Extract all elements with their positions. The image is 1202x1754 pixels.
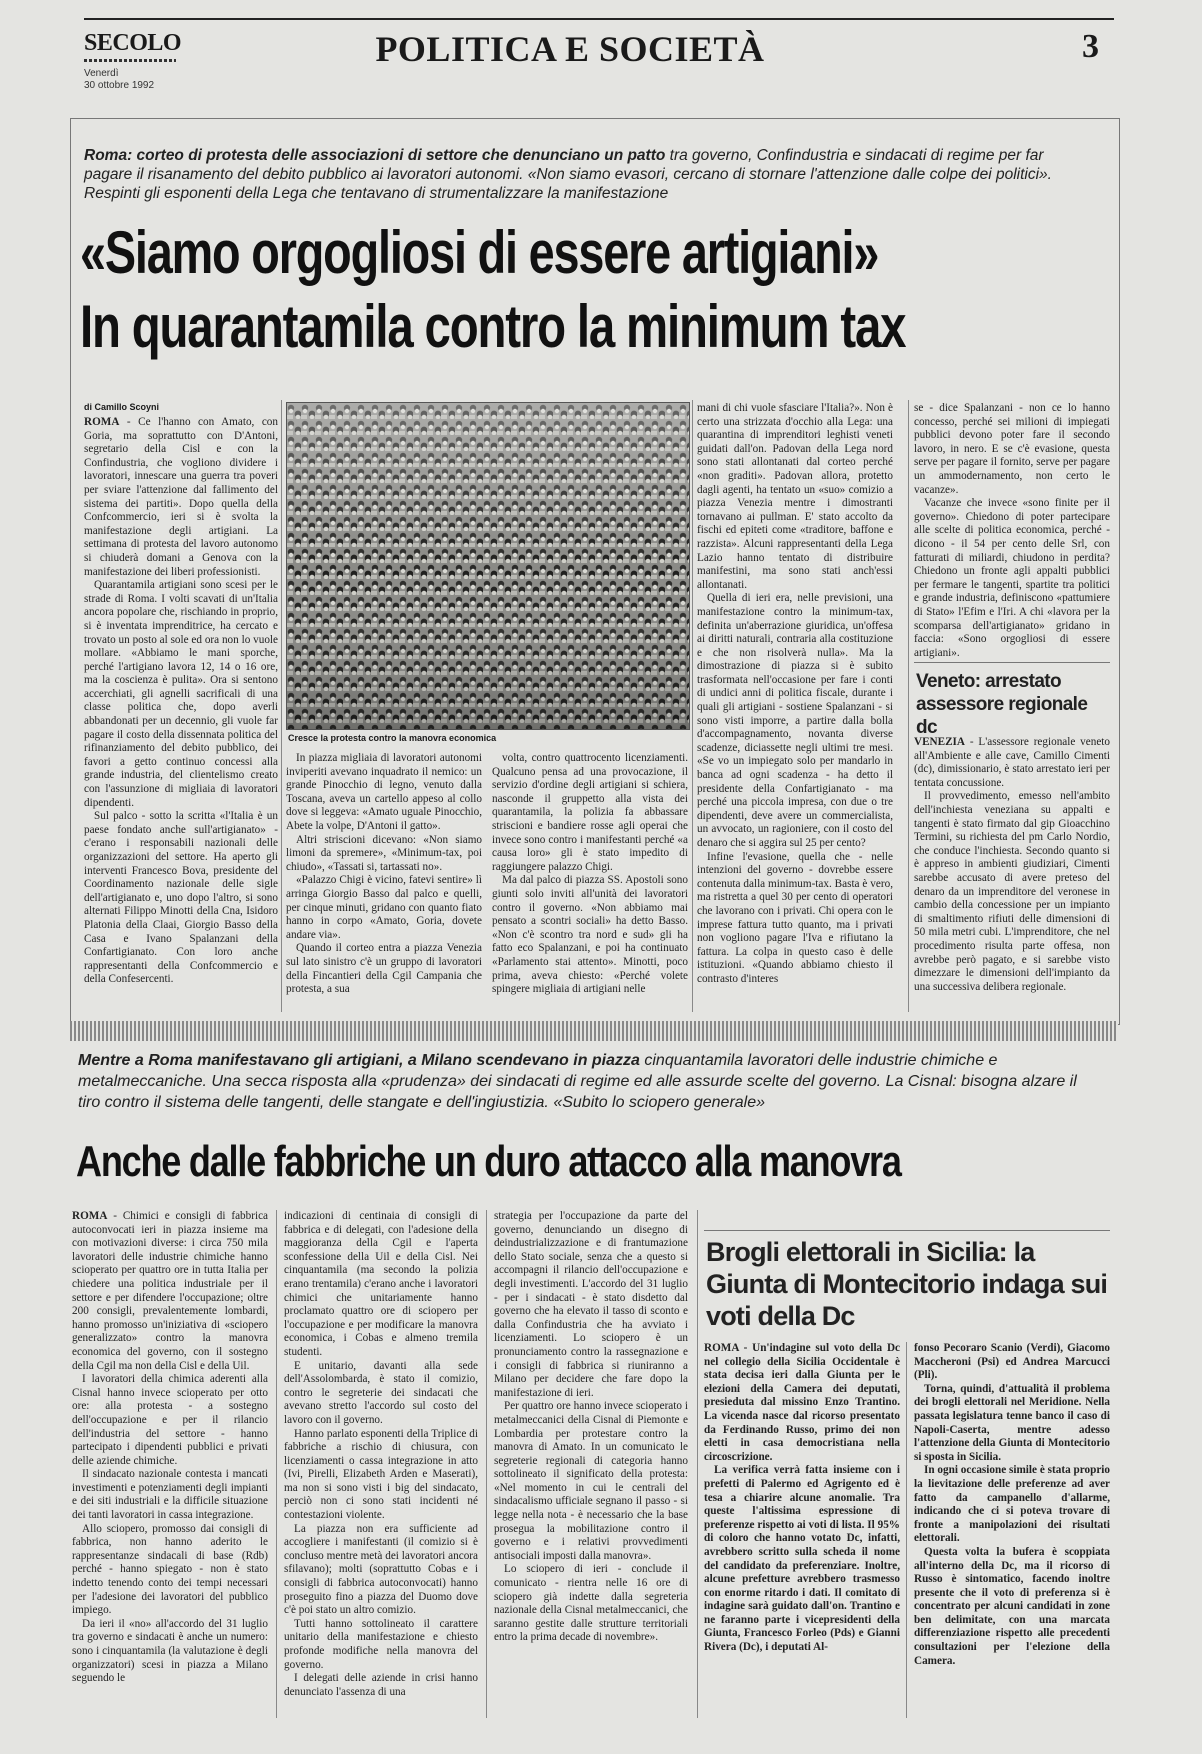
article2-column-rule-1 — [276, 1210, 277, 1718]
article1-col5-p0: se - dice Spalanzani - non ce lo hanno concesso, perché sei milioni di impiegati pubblici devono poter fare il secondo lavoro, in nero. E se c'è evasione, questa serve per pagare il fornito, serve per pagare un ammodernamento, non certo le vacanze». — [914, 402, 1110, 496]
crowd-photo-image — [287, 403, 689, 729]
article1-col3-p0: volta, contro quattrocento licenziamenti. Qualcuno pensa ad una provocazione, il servizio d'ordine degli artigiani si schiera, nasconde il gruppetto alla vista dei quarantamila, la polizia fa abbassare striscioni e bandiere rosse agli operai che invece sono contro i manifestanti perché «a causa loro» gli è stato impedito di raggiungere palazzo Chigi. — [492, 752, 688, 873]
article1-column-rule-1 — [281, 400, 282, 1012]
article1-byline: di Camillo Scoyni — [84, 402, 160, 412]
article1-kicker-bold: Roma: corteo di protesta delle associazioni di settore che denunciano un patto — [84, 147, 666, 164]
article1-col4-p2: Infine l'evasione, quella che - nelle intenzioni del governo - dovrebbe essere contenuta dalla minimum-tax. Basta è vero, ma ristretta a quel 30 per cento di operatori che lavorano con i privati. Chi opera con le imprese fattura tutto quanto, ma i privati non vogliono pagare l'Iva e rifiutano la fattura. La colpa in questo caso è delle istituzioni. «Quando abbiamo chiesto il contrasto d'interes — [697, 850, 893, 985]
masthead-rule — [84, 18, 1114, 20]
veneto-dateline: VENEZIA — [914, 736, 965, 748]
page-number: 3 — [1082, 28, 1099, 65]
article2-dateline: ROMA — [72, 1210, 108, 1222]
brogli-box-rule — [704, 1230, 1110, 1231]
masthead-day: Venerdì — [84, 68, 119, 79]
article1-column-rule-3 — [908, 400, 909, 1012]
article2-column-rule-2 — [486, 1210, 487, 1718]
article1-col2-p3: Quando il corteo entra a piazza Venezia sul lato sinistro c'è un gruppo di lavoratori della Fincantieri della Cgil Campania che protesta, a sua — [286, 942, 482, 996]
article1-column-3 — [492, 752, 688, 1014]
article1-column-rule-2 — [692, 400, 693, 1012]
article2-col3-p1: Per quattro ore hanno invece scioperato i metalmeccanici della Cisnal di Piemonte e Lombardia per protestare contro la manovra di Amato. In un comunicato le segreterie regionali di categoria hanno sottolineato il significato della protesta: «Nel momento in cui le centrali del sindacalismo ufficiale segnano il passo - si legge nella nota - è necessario che la base prosegua la mobilitazione contro il governo e i relativi provvedimenti antisociali imposti dalla manovra». — [494, 1400, 688, 1562]
masthead-logo: SECOLO — [84, 30, 182, 56]
article2-col3-p2: Lo sciopero di ieri - conclude il comunicato - rientra nelle 16 ore di sciopero già indette dalla segreteria nazionale della Cisnal metalmeccanici, che saranno gestite dalle strutture territoriali entro la prima decade di novembre». — [494, 1563, 688, 1644]
article1-column-2 — [286, 752, 482, 1014]
masthead-date — [84, 68, 154, 92]
brogli-column-1 — [704, 1342, 900, 1720]
article2-col2-p1: E unitario, davanti alla sede dell'Assolombarda, è stato il comizio, contro le segreterie dei sindacati che avevano stretto l'accordo sul costo del lavoro con il governo. — [284, 1359, 478, 1426]
section-separator-stripe — [70, 1021, 1118, 1041]
article1-col4-p1: Quella di ieri era, nelle previsioni, una manifestazione contro la minimum-tax, definita un'aberrazione giuridica, un'offesa ai diritti naturali, contraria alla costituzione e che non risolverà nulla». Ma la dimostrazione di piazza si è subito trasformata nell'occasione per fare i conti di undici anni di politica fiscale, durante i quali gli artigiani - sostiene Spalanzani - si sono visti imporre, a partire dalla bolla d'accompagnamento, novanta diverse scadenze, diciassette negli ultimi tre mesi. «Se vo un impiegato solo per mandarlo in banca ad ogni scadenza - ha detto il presidente della Confartigianato - ma perché una piccola impresa, con due o tre dipendenti, deve avere un commercialista, un avvocato, un ragioniere, con il costo del denaro che si aggira sul 25 per cento? — [697, 592, 893, 849]
brogli-column-rule — [906, 1342, 907, 1718]
section-title: POLITICA E SOCIETÀ — [375, 29, 765, 69]
article2-col3-p0: strategia per l'occupazione da parte del governo, denunciando un disegno di deindustrializzazione e di frantumazione dello Stato sociale, senza che a questo si accompagni il rilancio dell'occupazione e degli investimenti. L'accordo del 31 luglio - per i sindacati - è stato disdetto dal governo che ha elevato il tasso di sconto e dalla Confindustria che ha avviato i licenziamenti. Lo sciopero è un pronunciamento contro la rassegnazione e i consigli di fabbrica si riuniranno a Milano per decidere che fare dopo la manifestazione di ieri. — [494, 1210, 688, 1399]
brogli-col1-p0: - Un'indagine sul voto della Dc nel collegio della Sicilia Occidentale è stata decisa ieri dalla Giunta per le elezioni della Camera dei deputati, presieduta dal missino Enzo Trantino. La vicenda nasce dal ricorso presentato da Ferdinando Russo, primo dei non eletti in casa democristiana nella circoscrizione. — [704, 1342, 900, 1463]
article2-kicker — [78, 1050, 1098, 1113]
brogli-col2-p0: fonso Pecoraro Scanio (Verdi), Giacomo Maccheroni (Psi) ed Andrea Marcucci (Pli). — [914, 1342, 1110, 1382]
article1-col5-p1: Vacanze che invece «sono finite per il governo». Chiedono di poter partecipare alle scelte di politica economica, perché - dicono - il 54 per cento delle Srl, con fatturati di miliardi, chiudono in perdita? Chiedono un fronte agli appalti pubblici per fermare le tangenti, spartite tra politici e grande industria, definiscono «pattumiere di Stato» l'Efim e l'Iri. A chi «lavora per la scomparsa dell'artigianato» gridano in faccia: «Sono orgogliosi di essere artigiani». — [914, 497, 1110, 659]
article2-col2-p4: Tutti hanno sottolineato il carattere unitario della manifestazione e chiesto profonde modifiche nella manovra del governo. — [284, 1617, 478, 1671]
article1-col4-p0: mani di chi vuole sfasciare l'Italia?». Non è certo una strizzata d'occhio alla Lega: una quarantina di imprenditori leghisti veneti guidati dall'on. Padovan della Lega nord sono stati allontanati dal corteo perché «non graditi». Padovan allora, protetto dagli agenti, ha tentato un «suo» comizio a piazza Venezia mentre i dimostranti tornavano ai pullman. E' stato accolto da fischi ed epiteti come «traditore, baffone e razzista». Alcuni rappresentanti della Lega Lazio hanno tentato di distribuire manifestini, ma sono stati anch'essi allontanati. — [697, 402, 893, 591]
brogli-col2-p3: Questa volta la bufera è scoppiata all'interno della Dc, ma il ricorso di Russo è sintomatico, facendo inoltre presente che il voto di preferenza si è concentrato per alcuni candidati in zone ben delimitate, con una marcata differenziazione rispetto alle precedenti consultazioni per l'elezione della Camera. — [914, 1545, 1110, 1667]
brogli-col1-p1: La verifica verrà fatta insieme con i prefetti di Palermo ed Agrigento ed è tesa a chiarire alcune anomalie. Tra queste l'altissima espressione di preferenze rispetto ai voti di lista. Il 95% di coloro che hanno votato Dc, infatti, avrebbero scritto sulla scheda il nome del candidato da preferenziare. Inoltre, alcune prefetture avrebbero trasmesso con enorme ritardo i dati. Il comitato di indagine sarà guidato dall'on. Trantino e ne faranno parte i vicepresidenti della Giunta, Francesco Forleo (Pds) e Gianni Rivera (Dc), i deputati Al- — [704, 1464, 900, 1654]
article2-col2-p5: I delegati delle aziende in crisi hanno denunciato l'assenza di una — [284, 1672, 478, 1698]
article1-headline-line1: «Siamo orgogliosi di essere artigiani» — [80, 219, 879, 286]
article1-column-5 — [914, 402, 1110, 659]
article2-col2-p2: Hanno parlato esponenti della Triplice di fabbriche a rischio di chiusura, con licenziamenti o cassa integrazione in atto (Ivi, Pirelli, Elizabeth Arden e Maserati), ma non si sono visti i big del sindacato, perciò non ci sono stati incidenti né contestazioni violente. — [284, 1427, 478, 1522]
article2-column-3 — [494, 1210, 688, 1720]
article1-kicker — [84, 146, 1084, 203]
article1-headline-line2: In quarantamila contro la minimum tax — [80, 293, 906, 360]
article1-col1-p2: Sul palco - sotto la scritta «l'Italia è un paese fondato anche sull'artigianato» - c'erano i responsabili nazionali delle organizzazioni del settore. Ha aperto gli interventi Francesco Bova, presidente del Coordinamento nazionale delle sigle dell'artigianato e, uno dopo l'altro, si sono alternati Filippo Minotti della Cna, Isidoro Platonia della Claai, Giorgio Basso della Casa e Ivano Spalanzani della Confartigianato. Con loro anche rappresentanti della Confcommercio e della Confesercenti. — [84, 810, 278, 986]
brogli-column-2 — [914, 1342, 1110, 1720]
article2-col1-p0: - Chimici e consigli di fabbrica autoconvocati ieri in piazza insieme ma con motivazioni diverse: i circa 750 mila lavoratori delle industrie chimiche hanno scioperato per quattro ore in tutta Italia per chiedere una politica industriale per il settore e per difendere l'occupazione; oltre 200 consigli, prevalentemente lombardi, hanno promosso un'iniziativa di «sciopero generalizzato» contro la manovra economica del governo, con il sostegno della Cgil ma non della Cisl e della Uil. — [72, 1210, 268, 1372]
article2-column-1 — [72, 1210, 268, 1720]
article1-column-1 — [84, 416, 278, 1014]
article2-kicker-rest: cinquantamila lavoratori delle industrie chimiche e metalmeccaniche. Una secca risposta alla «prudenza» dei sindacati di regime ed alle assurde scelte del governo. La Cisnal: bisogna alzare il tiro contro il sistema delle tangenti, delle stangate e dell'ingiustizia. «Subito lo sciopero generale» — [78, 1052, 1077, 1111]
article1-col1-p1: Quarantamila artigiani sono scesi per le strade di Roma. I volti scavati di un'Italia ancora popolare che, rischiando in proprio, si è inventata imprenditrice, ha cercato e trovato un posto al sole ed ora non lo vuole mollare. «Abbiamo le mani sporche, perché l'artigiano lavora 12, 14 o 16 ore, ma la coscienza è pulita». Ora si sentono accerchiati, gli agnelli sacrificali di una classe politica che, dopo averli abbandonati per un decennio, gli vuole far pagare il costo della dissennata politica del rifinanziamento del debito pubblico, dei favori a getto continuo concessi alla grande industria, del clientelismo creato con l'assunzione di migliaia di lavoratori dipendenti. — [84, 579, 278, 809]
brogli-col2-p1: Torna, quindi, d'attualità il problema dei brogli elettorali nel Meridione. Nella passata legislatura tenne banco il caso di Napoli-Caserta, mentre adesso l'attenzione della Giunta di Montecitorio si sposta in Sicilia. — [914, 1382, 1110, 1463]
article1-column-4 — [697, 402, 893, 1014]
article1-dateline: ROMA — [84, 416, 120, 428]
veneto-p0: - L'assessore regionale veneto all'Ambiente e alle cave, Camillo Cimenti (dc), dimissionario, è stato arrestato ieri per tentata concussione. — [914, 736, 1110, 789]
article2-col1-p2: Il sindacato nazionale contesta i mancati investimenti e potenziamenti degli impianti e dei siti industriali e la difficile situazione dei tanti lavoratori in cassa integrazione. — [72, 1468, 268, 1522]
crowd-photo-caption: Cresce la protesta contro la manovra economica — [288, 733, 497, 743]
article2-kicker-bold: Mentre a Roma manifestavano gli artigiani, a Milano scendevano in piazza — [78, 1052, 640, 1069]
article1-col2-p2: «Palazzo Chigi è vicino, fatevi sentire» lì arringa Giorgio Basso dal palco e quelli, per cinque minuti, gridano con quanto fiato hanno in corpo «Amato, Goria, dovete andare via». — [286, 874, 482, 941]
article2-column-2 — [284, 1210, 478, 1720]
brogli-headline: Brogli elettorali in Sicilia: la Giunta di Montecitorio indaga sui voti della Dc — [706, 1237, 1108, 1331]
crowd-photo — [286, 402, 690, 730]
article2-col2-p3: La piazza non era sufficiente ad accogliere i manifestanti (il comizio si è concluso mentre metà dei lavoratori ancora sfilavano); molti (soprattutto Cobas e i consigli di fabbrica autoconvocati) hanno proseguito fino a piazza del Duomo dove c'è poi stato un altro comizio. — [284, 1522, 478, 1617]
article2-col1-p4: Da ieri il «no» all'accordo del 31 luglio tra governo e sindacati è anche un numero: sono i cinquantamila (la valutazione è degli organizzatori) scesi in piazza a Milano seguendo le — [72, 1617, 268, 1685]
veneto-p1: Il provvedimento, emesso nell'ambito dell'inchiesta veneziana su appalti e tangenti è stato firmato dal gip Gioacchino Termini, su richiesta del pm Carlo Nordio, che conduce l'inchiesta. Secondo quanto si è appreso in ambienti giudiziari, Cimenti sarebbe accusato di avere preteso del denaro da un imprenditore del veronese in cambio della concessione per un impianto di smaltimento rifiuti delle dimensioni di 50 mila metri cubi. L'imprenditore, che nel procedimento risulta parte offesa, non avrebbe però pagato, e si sarebbe visto dimezzare le dimensioni dell'impianto da una successiva delibera regionale. — [914, 790, 1110, 993]
article1-col2-p1: Altri striscioni dicevano: «Non siamo limoni da spremere», «Minimum-tax, poi chiudo», «Tassati si, tartassati no». — [286, 833, 482, 873]
masthead-full-date: 30 ottobre 1992 — [84, 80, 155, 91]
article1-kicker-rest: tra governo, Confindustria e sindacati di regime per far pagare il risanamento del debito pubblico ai lavoratori autonomi. «Non siamo evasori, cercano di stornare l'attenzione dalle colpe dei politici». Respinti gli esponenti della Lega che tentavano di strumentalizzare la manifestazione — [84, 147, 1052, 202]
article2-col2-p0: indicazioni di centinaia di consigli di fabbrica e di delegati, con l'adesione della maggioranza della Cgil e l'aperta sconfessione della Uil e della Cisl. Nei cinquantamila (ma secondo la polizia erano trentamila) c'erano anche i lavoratori chimici che unitariamente hanno proclamato quattro ore di sciopero per l'occupazione e per modificare la manovra economica, i Cobas e almeno tremila studenti. — [284, 1210, 478, 1358]
article2-col1-p3: Allo sciopero, promosso dai consigli di fabbrica, non hanno aderito le rappresentanze sindacali di base (Rdb) perché - hanno spiegato - non è stato indetto tenendo conto dei tempi necessari per l'adesione dei lavoratori del pubblico impiego. — [72, 1522, 268, 1617]
article2-headline: Anche dalle fabbriche un duro attacco alla manovra — [76, 1137, 901, 1186]
masthead-logo-underline — [84, 59, 176, 62]
article1-col3-p1: Ma dal palco di piazza SS. Apostoli sono giunti solo inviti all'unità dei lavoratori contro il governo. «Non abbiamo mai pensato a scontri sociali» ha detto Basso. «Non c'è scontro tra nord e sud» gli ha fatto eco Spalanzani, e poi ha continuato «Parlamento stai attento». Minotti, poco prima, aveva chiesto: «Perché volete spingere migliaia di artigiani nelle — [492, 874, 688, 996]
brogli-col2-p2: In ogni occasione simile è stata proprio la lievitazione delle preferenze ad aver fatto da campanello d'allarme, indicando che ci si poteva trovare di fronte a manipolazioni dei risultati elettorali. — [914, 1464, 1110, 1545]
veneto-headline: Veneto: arrestato assessore regionale dc — [916, 671, 1088, 738]
article2-column-rule-3 — [697, 1210, 698, 1718]
veneto-box-rule — [914, 662, 1110, 663]
article1-col1-p0: - Ce l'hanno con Amato, con Goria, ma soprattutto con D'Antoni, segretario della Cisl e con la Confindustria, che vogliono dividere i lavoratori, innescare una guerra tra poveri per sviare l'attenzione dal fallimento del sistema dei partiti». Dopo quella della Confcommercio, ieri si è svolta la manifestazione degli artigiani. La settimana di protesta del lavoro autonomo si chiuderà domani a Genova con la manifestazione dei liberi professionisti. — [84, 416, 278, 578]
veneto-article-text — [914, 736, 1110, 1014]
article2-col1-p1: I lavoratori della chimica aderenti alla Cisnal hanno invece scioperato per otto ore: alla protesta - a sostegno dell'occupazione e per il rilancio dell'industria del settore - hanno partecipato i dipendenti pubblici e privati delle aziende chimiche. — [72, 1373, 268, 1467]
article1-col2-p0: In piazza migliaia di lavoratori autonomi inviperiti avevano inquadrato il nemico: un grande Pinocchio di legno, venuto dalla Toscana, aveva un cartello appeso al collo dove si leggeva: «Amato uguale Pinocchio, Abete la volpe, D'Antoni il gatto». — [286, 752, 482, 832]
brogli-dateline: ROMA — [704, 1342, 739, 1354]
